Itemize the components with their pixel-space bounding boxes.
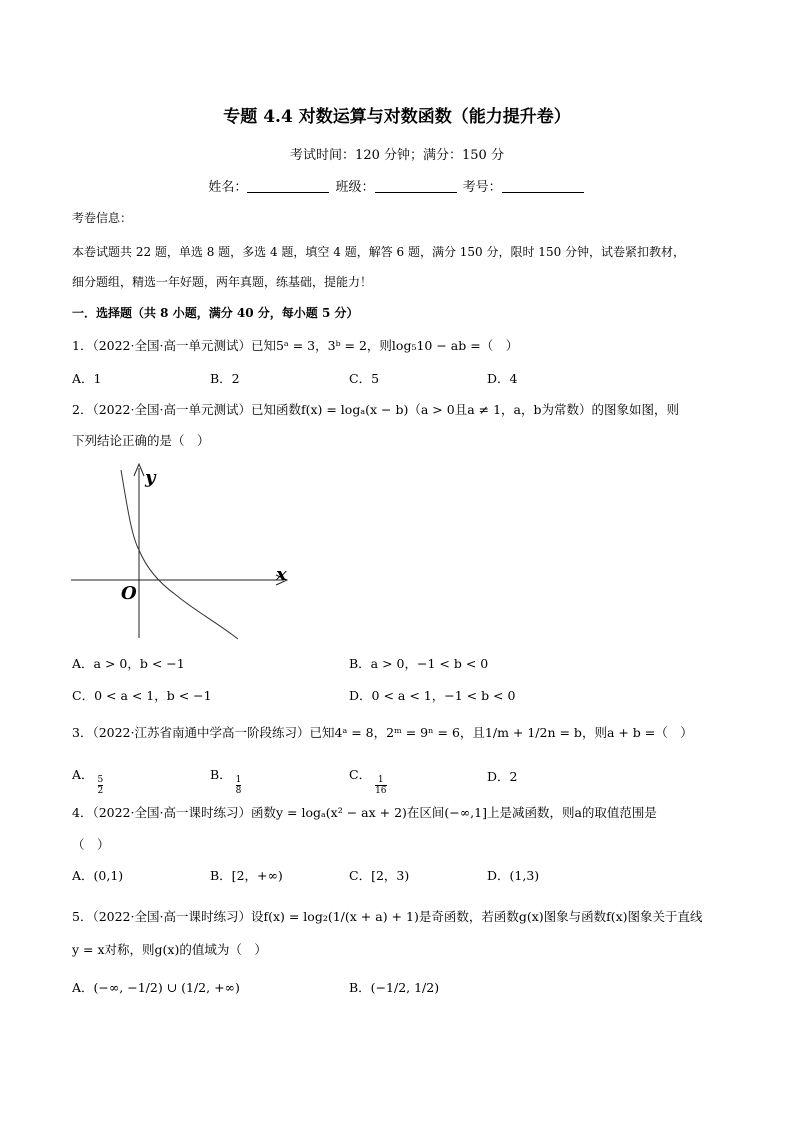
q1-option-c: C．5 [349,371,380,386]
q3-option-c-label: C． [349,767,372,782]
id-field[interactable] [502,178,584,193]
q1-option-b: B．2 [210,371,240,386]
q4-option-c: C．[2，3) [349,868,410,883]
q3-option-d: D．2 [487,769,518,784]
q3-b-numerator: 1 [235,775,242,785]
q3-option-a [72,765,103,796]
class-field[interactable] [375,178,457,193]
q3-option-b [210,765,241,796]
q3-option-a-fraction [98,776,104,796]
q3-a-numerator: 5 [97,775,104,785]
q3-option-c [349,765,387,796]
info-line-1: 本卷试题共 22 题，单选 8 题，多选 4 题，填空 4 题，解答 6 题，满分 150 分，限时 150 分钟，试卷紧扣教材， [72,245,686,259]
id-label: 考号： [462,180,502,195]
student-info-fields [0,176,794,195]
info-heading: 考卷信息： [72,211,133,225]
section-heading: 一．选择题（共 8 小题，满分 40 分，每小题 5 分） [72,306,359,320]
name-field[interactable] [247,178,329,193]
question-5-line-2: y = x对称，则g(x)的值域为（ ） [72,942,267,957]
q2-function-graph [66,462,296,647]
info-line-2: 细分题组，精选一年好题，两年真题，练基础，提能力！ [72,275,373,289]
q3-option-b-fraction [236,776,242,796]
class-label: 班级： [335,180,375,195]
name-label: 姓名： [208,180,248,195]
question-5-line-1: 5．（2022·全国·高一课时练习）设f(x) = log₂(1/(x + a) + 1)是奇函数，若函数g(x)图象与函数f(x)图象关于直线 [72,909,703,924]
q4-option-d: D．(1,3) [487,868,540,883]
q3-b-denominator: 8 [235,786,242,796]
x-axis-label: x [276,564,287,585]
q3-c-numerator: 1 [377,775,384,785]
q2-option-d: D．0 < a < 1，−1 < b < 0 [349,688,516,703]
q3-a-denominator: 2 [97,786,104,796]
q1-option-d: D．4 [487,371,518,386]
q2-option-a: A．a > 0，b < −1 [72,656,185,671]
question-1: 1．（2022·全国·高一单元测试）已知5ᵃ = 3，3ᵇ = 2，则log₅10 − ab =（ ） [72,338,519,353]
q4-option-a: A．(0,1) [72,868,124,883]
q3-option-c-fraction [375,776,386,796]
y-axis-label: y [145,467,156,488]
origin-label: O [121,583,137,604]
q4-option-b: B．[2，+∞) [210,868,283,883]
q3-c-denominator: 16 [375,786,387,796]
question-3: 3．（2022·江苏省南通中学高一阶段练习）已知4ᵃ = 8，2ᵐ = 9ⁿ = 6，且1/m + 1/2n = b，则a + b =（ ） [72,725,693,740]
q3-option-b-label: B． [210,767,232,782]
q2-option-c: C．0 < a < 1，b < −1 [72,688,212,703]
q5-option-b: B．(−1/2, 1/2) [349,980,440,995]
q3-option-a-label: A． [72,767,94,782]
question-2-line-1: 2．（2022·全国·高一单元测试）已知函数f(x) = logₐ(x − b)（a > 0且a ≠ 1，a，b为常数）的图象如图，则 [72,402,679,417]
page-title: 专题 4.4 对数运算与对数函数（能力提升卷） [223,107,571,127]
q1-option-a: A．1 [72,371,102,386]
question-2-line-2: 下列结论正确的是（ ） [72,433,210,448]
q2-option-b: B．a > 0，−1 < b < 0 [349,656,489,671]
question-4-line-1: 4．（2022·全国·高一课时练习）函数y = logₐ(x² − ax + 2)在区间(−∞,1]上是减函数，则a的取值范围是 [72,805,657,820]
exam-time-info: 考试时间：120 分钟；满分：150 分 [290,148,504,163]
q5-option-a: A．(−∞, −1/2) ∪ (1/2, +∞) [72,980,240,995]
question-4-line-2: （ ） [72,837,110,852]
